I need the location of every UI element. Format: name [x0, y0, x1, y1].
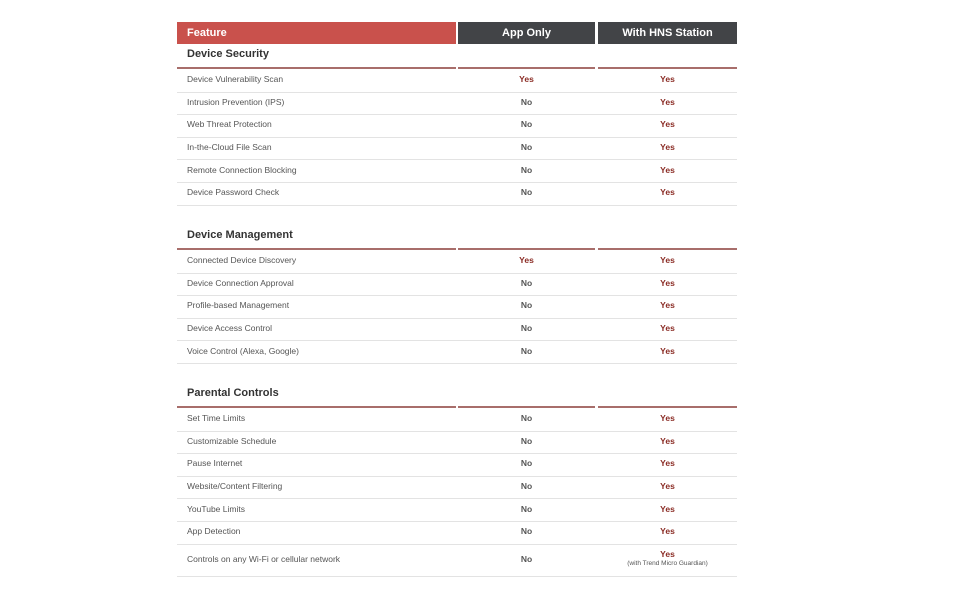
app-only-value: No: [520, 142, 533, 153]
feature-name: Device Connection Approval: [187, 277, 294, 288]
with-hns-value-text: Yes: [660, 277, 675, 288]
app-only-value: No: [520, 481, 533, 492]
with-hns-value: [598, 526, 737, 536]
app-only-value: No: [520, 323, 533, 334]
table-row: [177, 182, 737, 206]
feature-name: Customizable Schedule: [187, 435, 277, 446]
table-row: [177, 273, 737, 297]
feature-name: Device Vulnerability Scan: [187, 74, 284, 85]
table-row: [177, 114, 737, 138]
feature-name: Pause Internet: [187, 458, 243, 469]
table-row: [177, 498, 737, 522]
header-app-only: App Only: [458, 22, 595, 44]
feature-name: Web Threat Protection: [187, 119, 272, 130]
table-row: [177, 340, 737, 364]
with-hns-value-text: Yes: [660, 548, 675, 559]
with-hns-value-text: Yes: [660, 142, 675, 153]
section-title: Device Security: [187, 48, 269, 60]
with-hns-value: [598, 74, 737, 84]
with-hns-value-text: Yes: [660, 503, 675, 514]
feature-name: Intrusion Prevention (IPS): [187, 96, 285, 107]
feature-name: In-the-Cloud File Scan: [187, 142, 272, 153]
table-row: [177, 137, 737, 161]
app-only-value: Yes: [519, 74, 534, 85]
app-only-value: No: [520, 277, 533, 288]
with-hns-value: [598, 323, 737, 333]
table-row: [177, 318, 737, 342]
with-hns-value-text: Yes: [660, 435, 675, 446]
with-hns-value: [598, 187, 737, 197]
table-row: [177, 521, 737, 545]
with-hns-value: [598, 255, 737, 265]
with-hns-value-text: Yes: [660, 323, 675, 334]
with-hns-value-text: Yes: [660, 345, 675, 356]
table-row: [177, 453, 737, 477]
section-title: Device Management: [187, 229, 293, 241]
with-hns-value-text: Yes: [660, 300, 675, 311]
with-hns-value-text: Yes: [660, 458, 675, 469]
with-hns-value-text: Yes: [660, 74, 675, 85]
table-row: [177, 159, 737, 183]
app-only-value: No: [520, 96, 533, 107]
with-hns-value: [598, 119, 737, 129]
table-row: [177, 431, 737, 455]
app-only-value: No: [520, 187, 533, 198]
feature-name: Device Password Check: [187, 187, 280, 198]
header-feature: Feature: [177, 22, 456, 44]
feature-name: Voice Control (Alexa, Google): [187, 345, 299, 356]
table-row: [177, 295, 737, 319]
feature-name: Set Time Limits: [187, 413, 246, 424]
with-hns-value-text: Yes: [660, 164, 675, 175]
app-only-value: No: [520, 435, 533, 446]
table-row: [177, 92, 737, 116]
feature-name: Controls on any Wi-Fi or cellular network: [187, 553, 341, 564]
with-hns-value-text: Yes: [660, 526, 675, 537]
app-only-value: No: [520, 458, 533, 469]
app-only-value: No: [520, 413, 533, 424]
app-only-value: No: [520, 553, 533, 564]
feature-name: Device Access Control: [187, 323, 273, 334]
feature-name: YouTube Limits: [187, 503, 245, 514]
with-hns-value-text: Yes: [660, 187, 675, 198]
with-hns-value: [598, 142, 737, 152]
with-hns-value-text: Yes: [660, 481, 675, 492]
table-row: [177, 408, 737, 432]
with-hns-value: [598, 165, 737, 175]
feature-name: App Detection: [187, 526, 241, 537]
feature-name: Website/Content Filtering: [187, 481, 283, 492]
with-hns-footnote: (with Trend Micro Guardian): [627, 559, 708, 567]
with-hns-value-text: Yes: [660, 96, 675, 107]
with-hns-value-text: Yes: [660, 255, 675, 266]
with-hns-value-text: Yes: [660, 119, 675, 130]
feature-name: Profile-based Management: [187, 300, 290, 311]
app-only-value: No: [520, 526, 533, 537]
with-hns-value-text: Yes: [660, 413, 675, 424]
header-with-hns-station: With HNS Station: [598, 22, 737, 44]
app-only-value: No: [520, 503, 533, 514]
feature-name: Remote Connection Blocking: [187, 164, 297, 175]
with-hns-value: [598, 278, 737, 288]
app-only-value: No: [520, 345, 533, 356]
table-row: [177, 544, 737, 577]
app-only-value: Yes: [519, 255, 534, 266]
app-only-value: No: [520, 164, 533, 175]
app-only-value: No: [520, 300, 533, 311]
with-hns-value: [598, 458, 737, 468]
feature-name: Connected Device Discovery: [187, 255, 297, 266]
with-hns-value: [598, 346, 737, 356]
with-hns-value: [598, 97, 737, 107]
with-hns-value: [598, 549, 737, 567]
with-hns-value: [598, 504, 737, 514]
with-hns-value: [598, 300, 737, 310]
with-hns-value: [598, 481, 737, 491]
app-only-value: No: [520, 119, 533, 130]
with-hns-value: [598, 436, 737, 446]
table-row: [177, 476, 737, 500]
section-title: Parental Controls: [187, 387, 279, 399]
table-row: [177, 250, 737, 274]
with-hns-value: [598, 413, 737, 423]
table-row: [177, 69, 737, 93]
